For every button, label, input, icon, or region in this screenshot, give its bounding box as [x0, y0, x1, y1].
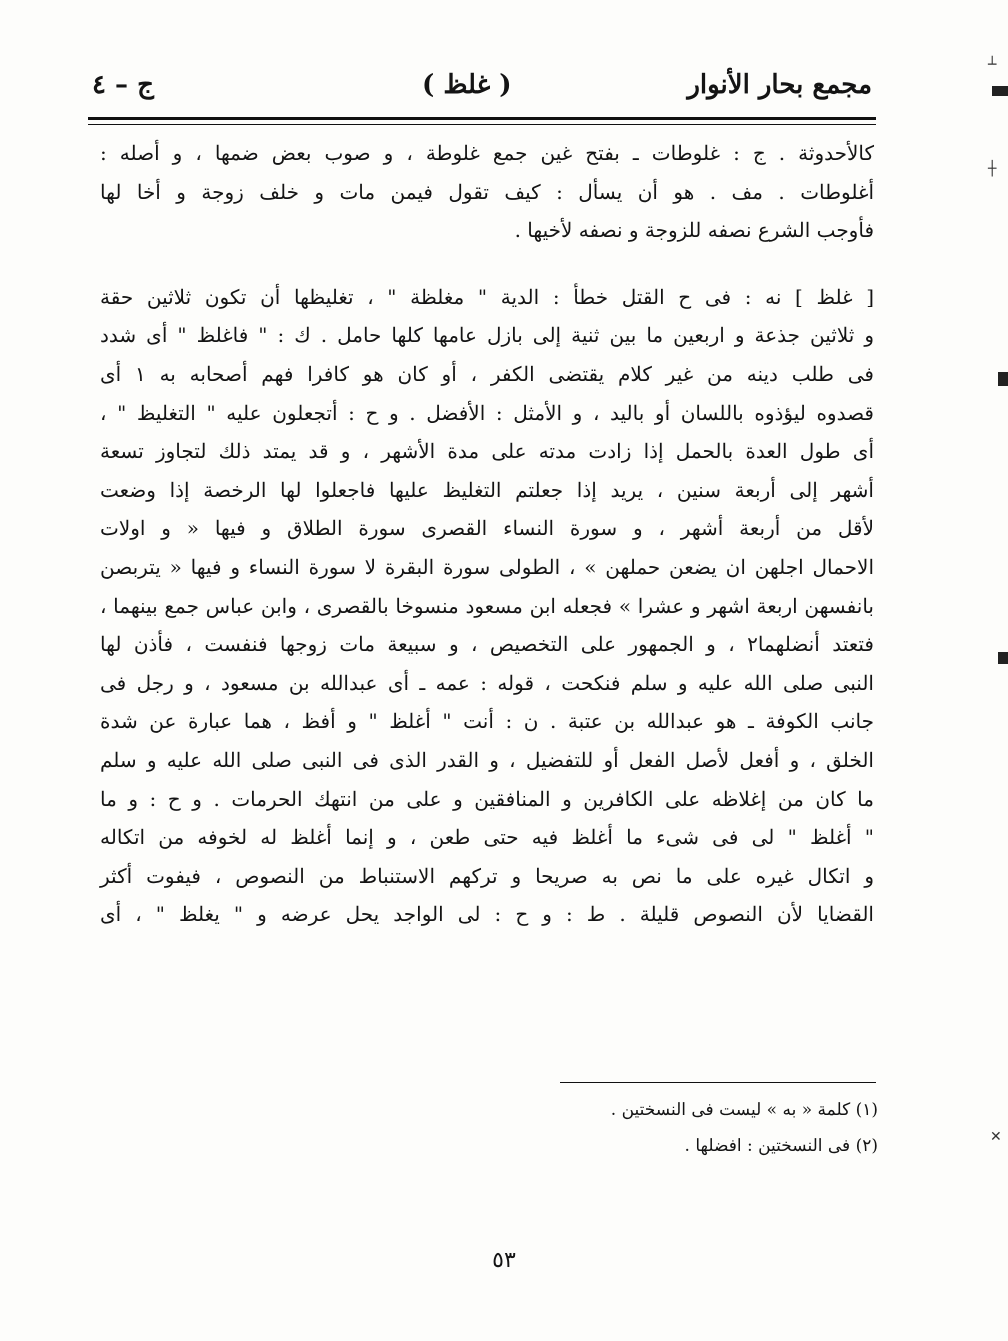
entry-heading: ( غلظ ) — [422, 70, 512, 100]
text-line: " أغلظ " لى فى شىء ما أغلظ فيه حتى طعن ، و إنما أغلظ له لخوفه من اتكاله — [100, 825, 874, 850]
text-line: و اتكال غيره على ما نص به صريحا و تركهم الاستنباط من النصوص ، فيفوت أكثر — [100, 863, 874, 888]
footnote-rule — [560, 1082, 876, 1083]
main-text — [100, 134, 874, 934]
text-line: و ثلاثين جذعة و اربعين ما بين ثنية إلى بازل عامها كلها حامل . ك : " فاغلظ " أى شدد — [100, 323, 874, 348]
text-line: بانفسهن اربعة اشهر و عشرا » فجعله ابن مسعود منسوخا بالقصرى ، وابن عباس جمع بينهما ، — [100, 593, 874, 618]
paragraph-gap — [100, 250, 874, 278]
text-line: أى طول العدة بالحمل إذا زادت مدته على مدة الأشهر ، و قد يمتد ذلك لتجاوز تسعة — [100, 439, 874, 464]
text-line: النبى صلى الله عليه و سلم فنكحت ، قوله : عمه ـ أى عبدالله بن مسعود ، و رجل فى — [100, 670, 874, 695]
text-line: فتعتد أنضلهما٢ ، و الجمهور على التخصيص ، و سبيعة مات زوجها فنفست ، فأذن لها — [100, 632, 874, 657]
text-line: قصدوه ليؤذوه باللسان أو باليد ، و الأمثل : الأفضل . و ح : أتجعلون عليه " التغليظ " ، — [100, 400, 874, 425]
header-rule-thin — [88, 124, 876, 125]
text-line: القضايا لأن النصوص قليلة . ط : و ح : لى الواجد يحل عرضه و " يغلظ " ، أى — [100, 902, 874, 927]
text-line: الخلق ، و أفعل لأصل الفعل أو للتفضيل ، و القدر الذى فى النبى صلى الله عليه و سلم — [100, 747, 874, 772]
footnote: (١) كلمة « به » ليست فى النسختين . — [610, 1100, 878, 1120]
scan-edge-mark — [998, 372, 1008, 386]
scan-edge-mark — [998, 652, 1008, 664]
text-line: الاحمال اجلهن ان يضعن حملهن » ، الطولى سورة البقرة لا سورة النساء و فيها « يتربصن — [100, 554, 874, 579]
text-line: فأوجب الشرع نصفه للزوجة و نصفه لأخيها . — [514, 218, 874, 243]
text-line: أغلوطات . مف . هو أن يسأل : كيف تقول فيمن مات و خلف زوجة و أخا لها — [100, 179, 874, 204]
text-line: كالأحدوثة . ج : غلوطات ـ بفتح غين جمع غلوطة ، و صوب بعض ضمها ، و أصله : — [100, 141, 874, 165]
footnote: (٢) فى النسختين : افضلها . — [684, 1136, 878, 1156]
running-header — [92, 66, 872, 114]
text-line: جانب الكوفة ـ هو عبدالله بن عتبة . ن : أنت " أغلظ " و أفظ ، هما عبارة عن شدة — [100, 709, 874, 734]
text-line: لأقل من أربعة أشهر ، و سورة النساء القصرى سورة الطلاق و فيها « و اولات — [100, 516, 874, 541]
text-line: ما كان من إغلاظه على الكافرين و المنافقين و على من انتهك الحرمات . و ح : و ما — [100, 786, 874, 811]
book-title: مجمع بحار الأنوار — [687, 70, 872, 100]
header-rule-thick — [88, 117, 876, 120]
scan-edge-tick: ┼ — [988, 161, 997, 177]
text-line: [ غلظ ] نه : فى ح القتل خطأ : الدية " مغلظة " ، تغليظها أن تكون ثلاثين حقة — [100, 284, 874, 309]
page-number: ٥٣ — [492, 1248, 516, 1273]
scan-edge-tick: ┴ — [988, 57, 997, 73]
footnotes — [278, 1092, 878, 1164]
volume-number: ج – ٤ — [92, 70, 154, 100]
scan-edge-mark — [992, 86, 1008, 96]
text-line: فى طلب دينه من غير كلام يقتضى الكفر ، أو كان هو كافرا فهم أصحابه به ١ أى — [100, 361, 874, 386]
scan-edge-tick: ✕ — [990, 1129, 1002, 1145]
text-line: أشهر إلى أربعة سنين ، يريد إذا جعلتم التغليظ عليها فاجعلوا لها الرخصة إذا وضعت — [100, 477, 874, 502]
